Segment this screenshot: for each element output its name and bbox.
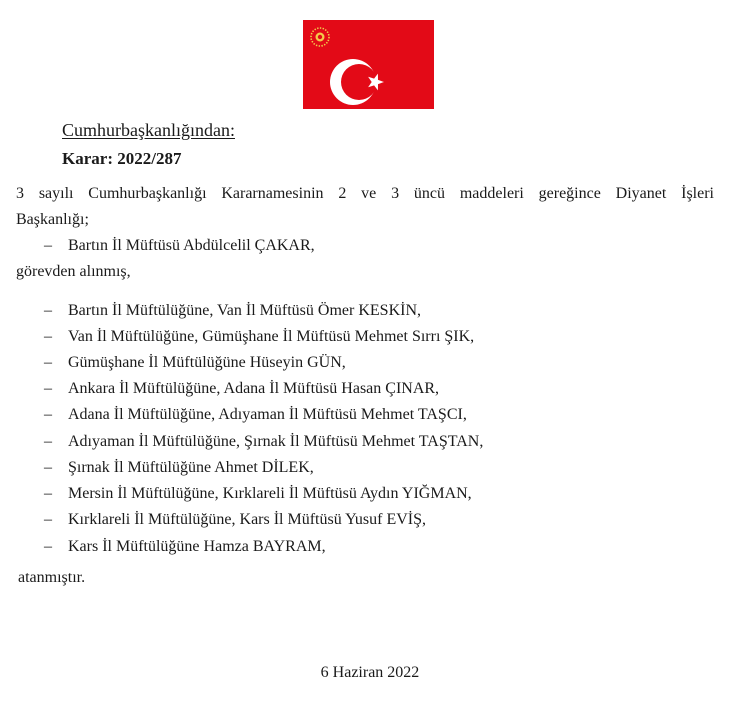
appointment-text: Kars İl Müftülüğüne Hamza BAYRAM, [68,538,326,555]
removed-official-text: Bartın İl Müftüsü Abdülcelil ÇAKAR, [68,237,315,254]
appointment-item [44,405,467,425]
appointment-item [44,432,483,452]
appointment-text: Şırnak İl Müftülüğüne Ahmet DİLEK, [68,459,314,476]
bullet-dash: – [44,406,52,423]
appointment-item [44,301,421,321]
bullet-dash: – [44,511,52,528]
appointment-text: Gümüşhane İl Müftülüğüne Hüseyin GÜN, [68,354,346,371]
removed-official [44,236,315,256]
bullet-dash: – [44,538,52,555]
removal-status: görevden alınmış, [16,263,131,280]
intro-text-line-1: 3 sayılı Cumhurbaşkanlığı Kararnamesinin 2 ve 3 üncü maddeleri gereğince Diyanet İşleri [16,185,714,202]
appointment-item [44,379,439,399]
crescent-star-icon [303,20,434,109]
bullet-dash: – [44,302,52,319]
bullet-dash: – [44,354,52,371]
appointment-item [44,484,472,504]
bullet-dash: – [44,328,52,345]
appointment-item [44,327,474,347]
bullet-dash: – [44,459,52,476]
appointment-item [44,353,346,373]
turkish-flag-emblem [303,20,434,109]
appointment-text: Adıyaman İl Müftülüğüne, Şırnak İl Müftüsü Mehmet TAŞTAN, [68,433,484,450]
issuing-authority: Cumhurbaşkanlığından: [62,120,235,140]
appointment-item [44,510,426,530]
closing-statement: atanmıştır. [18,569,86,586]
appointment-text: Van İl Müftülüğüne, Gümüşhane İl Müftüsü Mehmet Sırrı ŞIK, [68,328,475,345]
appointment-text: Bartın İl Müftülüğüne, Van İl Müftüsü Ömer KESKİN, [68,302,421,319]
bullet-dash: – [44,433,52,450]
appointment-text: Kırklareli İl Müftülüğüne, Kars İl Müftüsü Yusuf EVİŞ, [68,511,427,528]
bullet-dash: – [44,380,52,397]
decision-date: 6 Haziran 2022 [320,664,420,681]
appointment-text: Mersin İl Müftülüğüne, Kırklareli İl Müftüsü Aydın YIĞMAN, [68,485,472,502]
appointment-item [44,537,326,557]
appointment-item [44,458,314,478]
presidential-seal-icon [311,28,329,46]
decision-number: Karar: 2022/287 [62,149,182,168]
appointment-text: Adana İl Müftülüğüne, Adıyaman İl Müftüsü Mehmet TAŞCI, [68,406,467,423]
bullet-dash: – [44,485,52,502]
intro-text-line-2: Başkanlığı; [16,211,89,228]
appointment-text: Ankara İl Müftülüğüne, Adana İl Müftüsü Hasan ÇINAR, [68,380,440,397]
bullet-dash: – [44,237,52,254]
